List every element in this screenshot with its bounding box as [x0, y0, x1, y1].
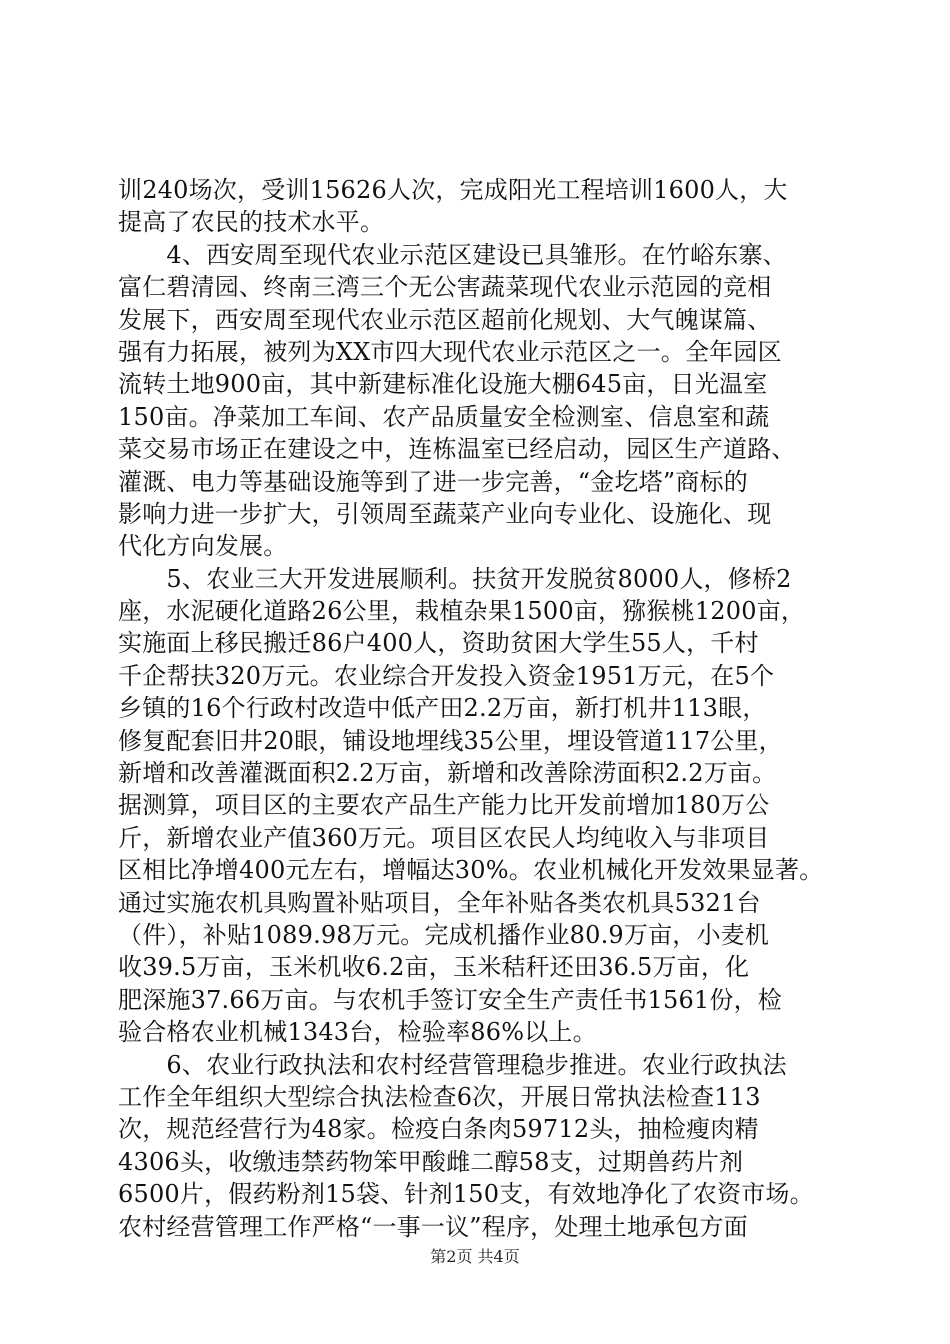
text-line: 实施面上移民搬迁86户400人，资助贫困大学生55人，千村 [118, 629, 759, 658]
text-line: 通过实施农机具购置补贴项目，全年补贴各类农机具5321台 [118, 888, 761, 917]
body-text [118, 174, 834, 1243]
text-line: 修复配套旧井20眼，铺设地埋线35公里，埋设管道117公里， [118, 726, 783, 755]
text-line: 强有力拓展，被列为XX市四大现代农业示范区之一。全年园区 [118, 337, 782, 366]
text-line: 区相比净增400元左右，增幅达30%。农业机械化开发效果显著。 [118, 856, 824, 885]
text-line: 座，水泥硬化道路26公里，栽植杂果1500亩，猕猴桃1200亩， [118, 597, 806, 626]
text-line: 6、农业行政执法和农村经营管理稳步推进。农业行政执法 [118, 1050, 787, 1079]
text-line: 提高了农民的技术水平。 [118, 208, 385, 237]
text-line: 新增和改善灌溉面积2.2万亩，新增和改善除涝面积2.2万亩。 [118, 759, 777, 788]
text-line: 富仁碧清园、终南三湾三个无公害蔬菜现代农业示范园的竞相 [118, 273, 772, 302]
text-line: 灌溉、电力等基础设施等到了进一步完善，“金圪塔”商标的 [118, 467, 748, 496]
text-line: 工作全年组织大型综合执法检查6次，开展日常执法检查113 [118, 1082, 761, 1111]
text-line: 千企帮扶320万元。农业综合开发投入资金1951万元，在5个 [118, 661, 775, 690]
text-line: （件），补贴1089.98万元。完成机播作业80.9万亩，小麦机 [118, 920, 770, 949]
text-line: 5、农业三大开发进展顺利。扶贫开发脱贫8000人，修桥2 [118, 564, 792, 593]
text-line: 乡镇的16个行政村改造中低产田2.2万亩，新打机井113眼， [118, 694, 767, 723]
text-line: 肥深施37.66万亩。与农机手签订安全生产责任书1561份，检 [118, 985, 782, 1014]
text-line: 发展下，西安周至现代农业示范区超前化规划、大气魄谋篇、 [118, 305, 772, 334]
text-line: 验合格农业机械1343台，检验率86%以上。 [118, 1018, 597, 1047]
text-line: 6500片，假药粉剂15袋、针剂150支，有效地净化了农资市场。 [118, 1180, 814, 1209]
text-line: 次，规范经营行为48家。检疫白条肉59712头，抽检瘦肉精 [118, 1115, 759, 1144]
page-footer: 第2页 共4页 [430, 1247, 520, 1266]
text-line: 菜交易市场正在建设之中，连栋温室已经启动，园区生产道路、 [118, 435, 796, 464]
text-line: 据测算，项目区的主要农产品生产能力比开发前增加180万公 [118, 791, 770, 820]
text-line: 代化方向发展。 [118, 532, 288, 561]
text-line: 150亩。净菜加工车间、农产品质量安全检测室、信息室和蔬 [118, 402, 770, 431]
text-line: 流转土地900亩，其中新建标准化设施大棚645亩，日光温室 [118, 370, 768, 399]
text-line: 影响力进一步扩大，引领周至蔬菜产业向专业化、设施化、现 [118, 499, 772, 528]
text-line: 收39.5万亩，玉米机收6.2亩，玉米秸秆还田36.5万亩，化 [118, 953, 750, 982]
text-line: 4、西安周至现代农业示范区建设已具雏形。在竹峪东寨、 [118, 240, 787, 269]
text-line: 4306头，收缴违禁药物笨甲酸雌二醇58支，过期兽药片剂 [118, 1147, 744, 1176]
text-line: 训240场次，受训15626人次，完成阳光工程培训1600人，大 [118, 176, 788, 204]
text-line: 斤，新增农业产值360万元。项目区农民人均纯收入与非项目 [118, 823, 770, 852]
text-line: 农村经营管理工作严格“一事一议”程序，处理土地承包方面 [118, 1212, 748, 1241]
